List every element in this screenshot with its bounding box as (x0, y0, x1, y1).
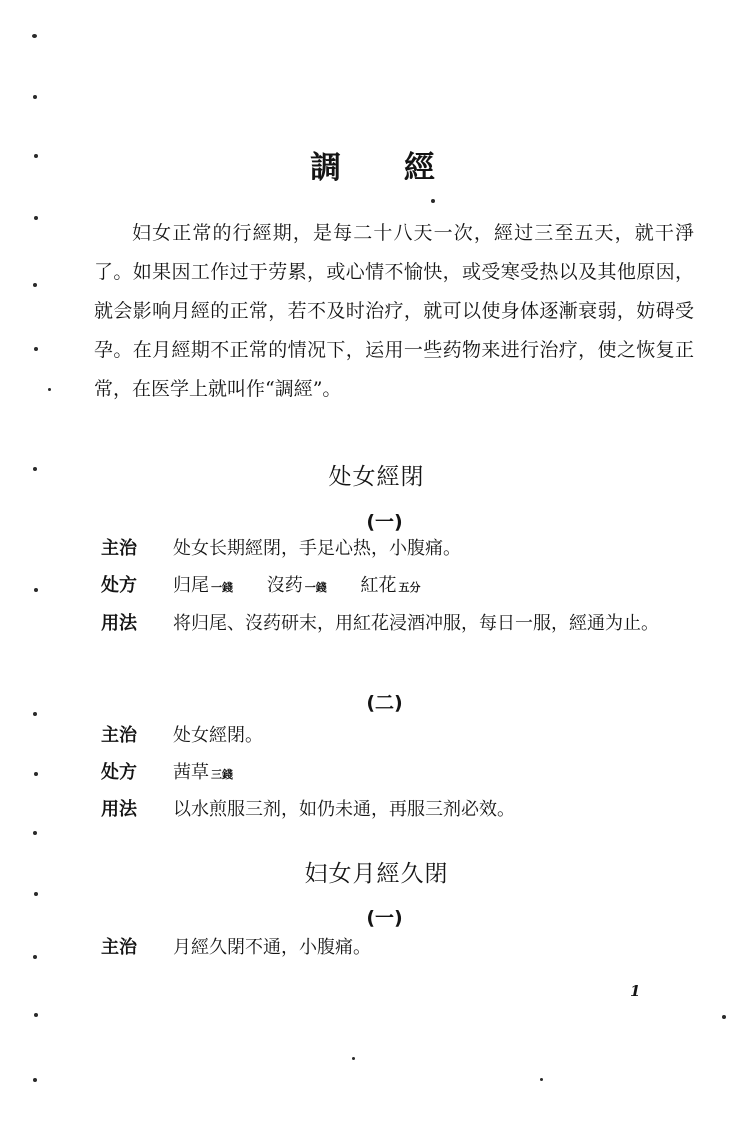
indication-label: 主治 (101, 725, 137, 746)
scan-speck (33, 1078, 37, 1082)
scan-speck (34, 1013, 38, 1017)
formula-herbs (173, 567, 701, 606)
usage-row (101, 791, 701, 828)
page-number: 1 (630, 982, 641, 1000)
indication-label: 主治 (101, 937, 137, 958)
formula-label: 处方 (101, 575, 137, 596)
scan-speck (34, 347, 38, 351)
herb-dose: 三錢 (211, 768, 233, 781)
herb-dose: 一錢 (211, 581, 233, 594)
herb (267, 575, 327, 596)
herb (360, 575, 420, 596)
scan-speck (34, 892, 38, 896)
herb-dose: 五分 (398, 581, 421, 594)
scan-speck (431, 199, 435, 203)
usage-label: 用法 (101, 799, 137, 820)
scan-speck (540, 1078, 543, 1081)
herb-name: 归尾 (173, 575, 209, 596)
indication-text: 处女經閉。 (173, 725, 263, 746)
scan-speck (48, 388, 51, 391)
scan-speck (34, 154, 38, 158)
scan-speck (34, 588, 38, 592)
usage-text: 以水煎服三剂，如仍未通，再服三剂必效。 (173, 799, 515, 820)
scan-speck (34, 772, 38, 776)
formula-label: 处方 (101, 762, 137, 783)
scan-speck (33, 955, 37, 959)
section-title-women-long-amenorrhea: 妇女月經久閉 (304, 861, 449, 887)
scan-speck (34, 216, 38, 220)
scan-speck (33, 283, 37, 287)
page-title: 調 經 (310, 150, 461, 186)
herb (173, 575, 233, 596)
herb-name: 茜草 (173, 762, 209, 783)
herb-name: 沒药 (266, 575, 303, 596)
scan-speck (33, 712, 37, 716)
scan-speck (33, 467, 37, 471)
prescription-number: (一) (366, 511, 403, 533)
indication-row (101, 929, 701, 966)
herb-dose: 一錢 (304, 581, 327, 594)
prescription-number: (一) (366, 907, 403, 929)
usage-text: 将归尾、沒药研末，用紅花浸酒冲服，每日一服，經通为止。 (173, 613, 659, 634)
intro-paragraph: 妇女正常的行經期，是每二十八天一次，經过三至五天，就干淨了。如果因工作过于劳累，或心情不愉快，或受寒受热以及其他原因，就会影响月經的正常，若不及时治疗，就可以使身体逐漸衰弱，妨碍受孕。在月經期不正常的情况下，运用一些药物来进行治疗，使之恢复正常，在医学上就叫作“調經”。 (94, 222, 694, 400)
formula-herbs (173, 754, 701, 793)
formula-row (101, 567, 701, 606)
indication-text: 处女长期經閉，手足心热，小腹痛。 (173, 538, 461, 559)
indication-row (101, 717, 701, 754)
scan-speck (352, 1057, 355, 1060)
scan-speck (33, 831, 37, 835)
indication-text: 月經久閉不通，小腹痛。 (173, 937, 371, 958)
prescription-number: (二) (366, 692, 403, 714)
herb-name: 紅花 (360, 575, 397, 596)
indication-label: 主治 (101, 538, 137, 559)
usage-label: 用法 (101, 613, 137, 634)
indication-row (101, 530, 701, 567)
scan-speck (32, 34, 37, 38)
usage-row (101, 605, 701, 642)
scan-speck (33, 95, 37, 99)
formula-row (101, 754, 701, 793)
section-title-virgin-amenorrhea: 处女經閉 (328, 464, 425, 490)
scan-speck (722, 1015, 726, 1019)
herb (173, 762, 233, 783)
